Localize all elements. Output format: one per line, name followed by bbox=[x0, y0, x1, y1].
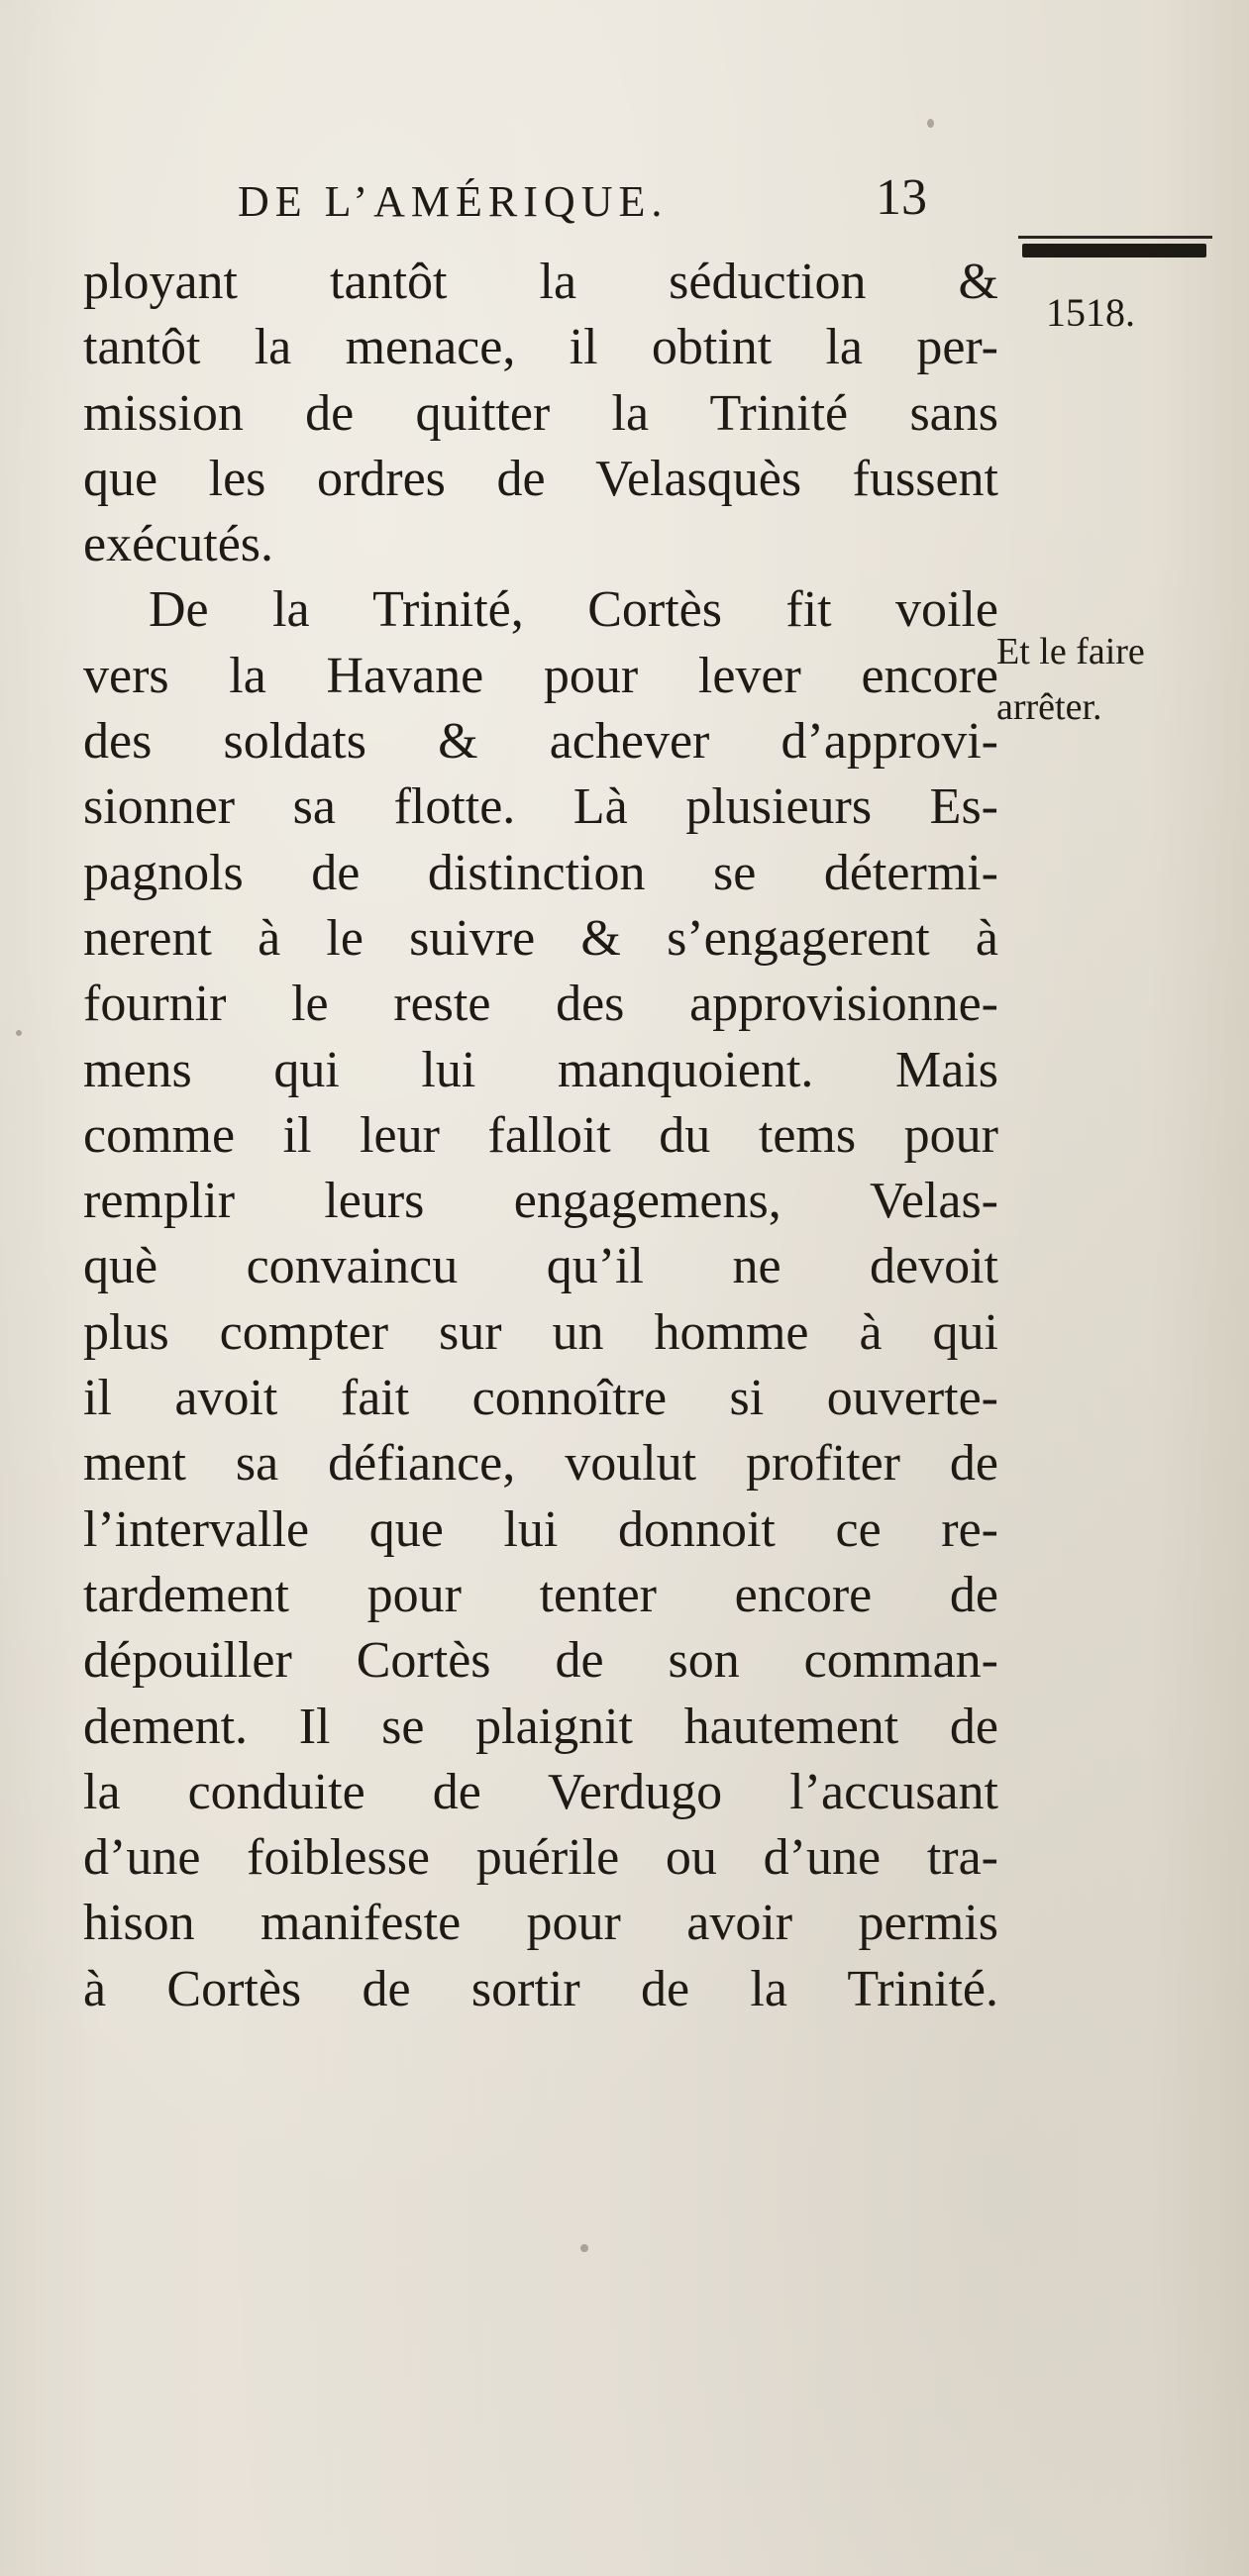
margin-year: 1518. bbox=[1046, 290, 1135, 335]
text-line: pagnols de distinction se détermi- bbox=[83, 844, 998, 901]
text-line: ployant tantôt la séduction & bbox=[83, 254, 998, 310]
text-line: mission de quitter la Trinité sans bbox=[83, 384, 998, 442]
margin-rule bbox=[1022, 244, 1206, 258]
running-title: DE L’AMÉRIQUE. bbox=[238, 177, 669, 226]
text-line: vers la Havane pour lever encore bbox=[83, 647, 998, 704]
text-line: la conduite de Verdugo l’accusant bbox=[83, 1763, 998, 1820]
text-line: que les ordres de Velasquès fussent bbox=[83, 450, 998, 507]
text-line: fournir le reste des approvisionne- bbox=[83, 976, 998, 1033]
text-line: l’intervalle que lui donnoit ce re- bbox=[83, 1500, 998, 1558]
text-line: remplir leurs engagemens, Velas- bbox=[83, 1173, 998, 1230]
text-line: hison manifeste pour avoir permis bbox=[83, 1895, 998, 1952]
text-line: què convaincu qu’il ne devoit bbox=[83, 1238, 998, 1295]
text-line: plus compter sur un homme à qui bbox=[83, 1303, 998, 1361]
text-line: comme il leur falloit du tems pour bbox=[83, 1106, 998, 1164]
paper-speck bbox=[16, 1030, 22, 1036]
text-line: il avoit fait connoître si ouverte- bbox=[83, 1370, 998, 1427]
margin-note-line: arrêter. bbox=[996, 686, 1102, 728]
page-number: 13 bbox=[876, 169, 927, 226]
paper-speck bbox=[580, 2244, 588, 2252]
text-line: ment sa défiance, voulut profiter de bbox=[83, 1435, 998, 1493]
text-line: tantôt la menace, il obtint la per- bbox=[83, 319, 998, 376]
text-line: dépouiller Cortès de son comman- bbox=[83, 1632, 998, 1690]
text-line: tardement pour tenter encore de bbox=[83, 1566, 998, 1623]
text-line: d’une foiblesse puérile ou d’une tra- bbox=[83, 1829, 998, 1887]
margin-note-line: Et le faire bbox=[996, 631, 1145, 672]
text-line: nerent à le suivre & s’engagerent à bbox=[83, 909, 998, 967]
text-line: De la Trinité, Cortès fit voile bbox=[149, 581, 998, 639]
margin-note bbox=[996, 624, 1145, 735]
text-line: à Cortès de sortir de la Trinité. bbox=[83, 1960, 998, 2017]
text-line: mens qui lui manquoient. Mais bbox=[83, 1041, 998, 1098]
text-line: exécutés. bbox=[83, 516, 274, 573]
body-text bbox=[83, 250, 998, 2022]
text-line: des soldats & achever d’approvi- bbox=[83, 713, 998, 771]
text-line: dement. Il se plaignit hautement de bbox=[83, 1698, 998, 1755]
paper-speck bbox=[927, 119, 934, 128]
text-line: sionner sa flotte. Là plusieurs Es- bbox=[83, 778, 998, 836]
